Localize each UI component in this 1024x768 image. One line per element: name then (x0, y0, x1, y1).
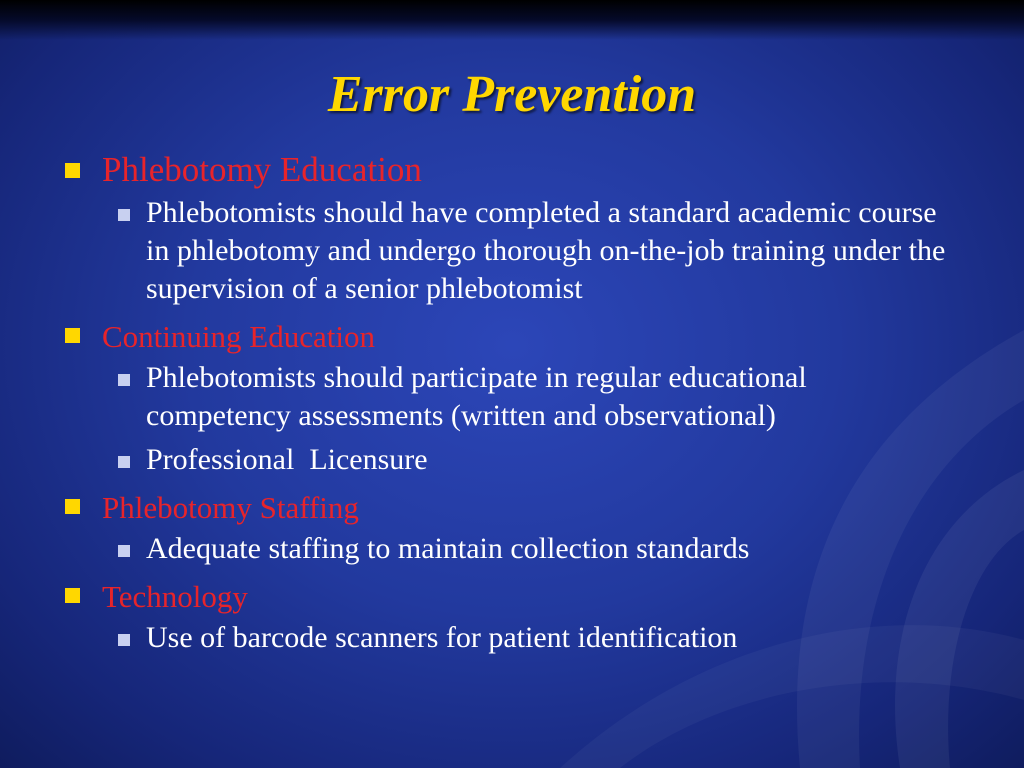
square-bullet-icon (65, 499, 80, 514)
section-heading-text: Technology (102, 579, 248, 614)
section-heading-technology (60, 574, 960, 619)
list-item (60, 441, 946, 479)
square-bullet-icon (118, 374, 130, 386)
section-heading-phlebotomy-staffing (60, 485, 960, 530)
section-heading-text: Phlebotomy Staffing (102, 490, 359, 525)
section-heading-text: Continuing Education (102, 319, 375, 354)
list-item-text: Adequate staffing to maintain collection standards (146, 532, 750, 565)
list-item-text: Phlebotomists should participate in regular educational competency assessments (written and observational) (146, 361, 807, 432)
square-bullet-icon (65, 588, 80, 603)
list-item-text: Professional Licensure (146, 443, 428, 476)
square-bullet-icon (118, 545, 130, 557)
square-bullet-icon (65, 163, 80, 178)
square-bullet-icon (118, 634, 130, 646)
square-bullet-icon (118, 209, 130, 221)
list-item (60, 530, 946, 568)
section-heading-continuing-education (60, 314, 960, 359)
list-item (60, 359, 946, 435)
bullet-list (60, 146, 960, 663)
square-bullet-icon (65, 328, 80, 343)
list-item-text: Use of barcode scanners for patient identification (146, 621, 738, 654)
list-item-text: Phlebotomists should have completed a standard academic course in phlebotomy and undergo thorough on-the-job training under the supervision of a senior phlebotomist (146, 196, 946, 305)
square-bullet-icon (118, 456, 130, 468)
section-heading-phlebotomy-education (60, 146, 960, 194)
list-item (60, 619, 946, 657)
section-heading-text: Phlebotomy Education (102, 150, 422, 189)
list-item (60, 194, 946, 308)
slide-title: Error Prevention (327, 66, 697, 123)
